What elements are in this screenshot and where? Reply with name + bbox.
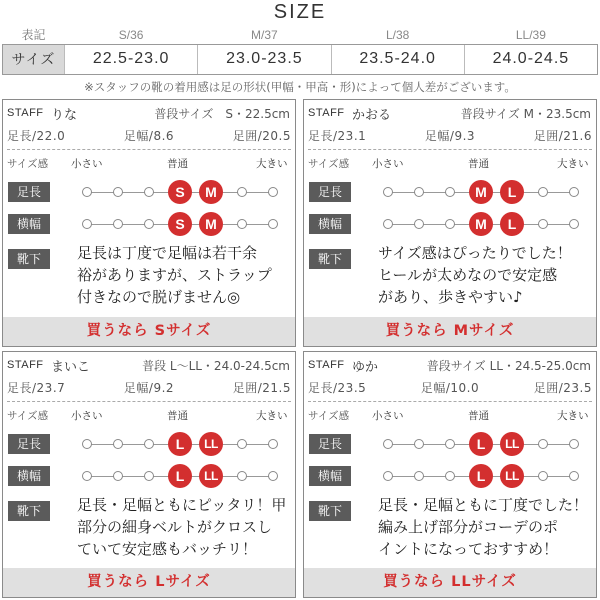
scale-dot [268, 471, 278, 481]
staff-tag: STAFF [308, 107, 345, 119]
scale-dot [268, 219, 278, 229]
scale-dot [268, 187, 278, 197]
comment-line: 裕がありますが、ストラップ [77, 266, 272, 284]
scale-normal-label: 普通 [468, 158, 489, 170]
staff-tag: STAFF [308, 359, 345, 371]
size-marker: S [168, 180, 192, 204]
scale-dot [237, 471, 247, 481]
staff-header [304, 355, 596, 375]
scale-dot [445, 439, 455, 449]
comment-line: があり、歩きやすい♪ [378, 288, 523, 306]
size-marker: M [199, 180, 223, 204]
dashed-divider [7, 401, 291, 402]
scale-dot [538, 187, 548, 197]
fit-scale-header [3, 408, 295, 422]
comment-line: 足長は丁度で足幅は若干余 [77, 244, 258, 262]
staff-comment [378, 494, 594, 560]
staff-name: りな [51, 108, 78, 123]
scale-dot [383, 439, 393, 449]
size-marker: L [500, 212, 524, 236]
staff-card [303, 351, 597, 598]
size-marker: L [500, 180, 524, 204]
scale-small-label: 小さい [71, 410, 103, 422]
socks-row-label: 靴下 [309, 249, 351, 269]
foot-measurements [308, 379, 592, 397]
size-marker: LL [199, 464, 223, 488]
scale-dot [569, 471, 579, 481]
staff-usual-size: 普段 L〜LL・24.0-24.5cm [142, 359, 290, 373]
comment-line: 付きなので脱げません◎ [77, 288, 241, 306]
comment-line: 部分の細身ベルトがクロスし [77, 518, 273, 536]
size-range: 22.5-23.0 [65, 44, 198, 74]
width-row-label: 横幅 [8, 214, 50, 234]
foot-length-value: 足長/22.0 [7, 129, 66, 143]
fit-scale-label: サイズ感 [7, 410, 49, 422]
scale-dot [383, 471, 393, 481]
foot-length-value: 足長/23.1 [308, 129, 367, 143]
staff-usual-size: 普段サイズ S・22.5cm [154, 107, 290, 121]
width-scale [87, 214, 273, 234]
scale-large-label: 大きい [256, 158, 288, 170]
size-chart-header-row [3, 26, 598, 44]
size-marker: L [168, 432, 192, 456]
size-marker: LL [500, 432, 524, 456]
scale-dot [113, 471, 123, 481]
dashed-divider [7, 149, 291, 150]
scale-dot [383, 187, 393, 197]
staff-comment [378, 242, 594, 308]
staff-comment [77, 242, 293, 308]
width-scale [87, 466, 273, 486]
foot-width-value: 足幅/9.2 [123, 381, 175, 395]
size-code: M/37 [251, 27, 278, 42]
scale-dot [569, 187, 579, 197]
fit-disclaimer-note: ※スタッフの靴の着用感は足の形状(甲幅・甲高・形)によって個人差がございます。 [84, 80, 516, 94]
scale-dot [445, 219, 455, 229]
foot-width-value: 足幅/8.6 [123, 129, 175, 143]
scale-large-label: 大きい [557, 158, 589, 170]
foot-girth-value: 足囲/23.5 [533, 381, 592, 395]
width-scale [388, 466, 574, 486]
scale-dot [414, 187, 424, 197]
comment-line: 編み上げ部分がコーデのポ [378, 518, 559, 536]
size-marker: M [469, 212, 493, 236]
width-row-label: 横幅 [309, 214, 351, 234]
scale-dot [237, 439, 247, 449]
page-title: SIZE [273, 1, 327, 23]
size-marker: S [168, 212, 192, 236]
scale-dot [144, 439, 154, 449]
scale-dot [445, 187, 455, 197]
scale-normal-label: 普通 [167, 410, 188, 422]
foot-length-scale [388, 434, 574, 454]
staff-usual-size: 普段サイズ M・23.5cm [460, 107, 591, 121]
size-range: 23.5-24.0 [331, 44, 464, 74]
foot-length-scale [388, 182, 574, 202]
size-chart-label-header: 表記 [21, 28, 46, 43]
foot-girth-value: 足囲/21.5 [232, 381, 291, 395]
width-row-label: 横幅 [8, 466, 50, 486]
scale-dot [445, 471, 455, 481]
width-row-label: 横幅 [309, 466, 351, 486]
scale-dot [569, 219, 579, 229]
size-marker: L [168, 464, 192, 488]
scale-dot [237, 187, 247, 197]
staff-header [3, 103, 295, 123]
scale-dot [569, 439, 579, 449]
size-chart-label-row: サイズ [3, 44, 65, 74]
foot-measurements [7, 127, 291, 145]
dashed-divider [308, 401, 592, 402]
size-range: 24.0-24.5 [464, 44, 597, 74]
size-marker: M [199, 212, 223, 236]
scale-dot [268, 439, 278, 449]
size-range: 23.0-23.5 [198, 44, 331, 74]
scale-dot [383, 219, 393, 229]
staff-name: まいこ [51, 360, 91, 375]
foot-length-value: 足長/23.7 [7, 381, 66, 395]
staff-card [2, 99, 296, 347]
scale-dot [144, 219, 154, 229]
scale-dot [414, 471, 424, 481]
width-scale [388, 214, 574, 234]
recommended-size: 買うなら Mサイズ [304, 317, 596, 346]
comment-line: イントになっておすすめ！ [378, 540, 559, 558]
foot-girth-value: 足囲/20.5 [232, 129, 291, 143]
scale-large-label: 大きい [256, 410, 288, 422]
socks-row-label: 靴下 [8, 501, 50, 521]
size-code: LL/39 [515, 27, 546, 42]
size-marker: LL [199, 432, 223, 456]
foot-length-row-label: 足長 [309, 182, 351, 202]
comment-line: 足長・足幅ともにピッタリ！甲 [77, 496, 287, 514]
size-marker: L [469, 432, 493, 456]
scale-dot [538, 219, 548, 229]
comment-line: ていて安定感もバッチリ！ [77, 540, 258, 558]
scale-dot [414, 219, 424, 229]
scale-dot [82, 187, 92, 197]
scale-small-label: 小さい [372, 410, 404, 422]
scale-dot [113, 219, 123, 229]
staff-card [2, 351, 296, 598]
scale-small-label: 小さい [372, 158, 404, 170]
scale-large-label: 大きい [557, 410, 589, 422]
scale-dot [82, 439, 92, 449]
foot-length-row-label: 足長 [8, 182, 50, 202]
size-chart-table [2, 26, 598, 75]
recommended-size: 買うなら LLサイズ [304, 568, 596, 597]
scale-dot [538, 471, 548, 481]
dashed-divider [308, 149, 592, 150]
foot-width-value: 足幅/9.3 [424, 129, 476, 143]
socks-row-label: 靴下 [8, 249, 50, 269]
staff-header [304, 103, 596, 123]
staff-name: かおる [352, 108, 392, 123]
size-code: L/38 [385, 27, 410, 42]
recommended-size: 買うなら Sサイズ [3, 317, 295, 346]
foot-length-scale [87, 182, 273, 202]
scale-dot [82, 471, 92, 481]
staff-card [303, 99, 597, 347]
fit-scale-label: サイズ感 [308, 410, 350, 422]
staff-header [3, 355, 295, 375]
size-marker: LL [500, 464, 524, 488]
scale-dot [82, 219, 92, 229]
foot-length-row-label: 足長 [8, 434, 50, 454]
staff-tag: STAFF [7, 107, 44, 119]
size-marker: L [469, 464, 493, 488]
comment-line: 足長・足幅ともに丁度でした！ [378, 496, 589, 514]
scale-dot [144, 471, 154, 481]
scale-normal-label: 普通 [468, 410, 489, 422]
scale-dot [538, 439, 548, 449]
scale-dot [414, 439, 424, 449]
scale-small-label: 小さい [71, 158, 103, 170]
fit-scale-header [304, 156, 596, 170]
size-code: S/36 [118, 27, 144, 42]
recommended-size: 買うなら Lサイズ [3, 568, 295, 597]
fit-scale-header [3, 156, 295, 170]
comment-line: サイズ感はぴったりでした！ [378, 244, 572, 262]
fit-scale-label: サイズ感 [308, 158, 350, 170]
foot-measurements [7, 379, 291, 397]
foot-measurements [308, 127, 592, 145]
staff-name: ゆか [352, 360, 379, 375]
comment-line: ヒールが太めなので安定感 [378, 266, 558, 284]
fit-scale-label: サイズ感 [7, 158, 49, 170]
staff-usual-size: 普段サイズ LL・24.5-25.0cm [426, 359, 591, 373]
fit-scale-header [304, 408, 596, 422]
foot-width-value: 足幅/10.0 [420, 381, 480, 395]
socks-row-label: 靴下 [309, 501, 351, 521]
scale-normal-label: 普通 [167, 158, 188, 170]
foot-girth-value: 足囲/21.6 [533, 129, 592, 143]
foot-length-scale [87, 434, 273, 454]
staff-comment [77, 494, 293, 560]
foot-length-value: 足長/23.5 [308, 381, 367, 395]
foot-length-row-label: 足長 [309, 434, 351, 454]
staff-tag: STAFF [7, 359, 44, 371]
size-marker: M [469, 180, 493, 204]
size-chart-value-row [3, 44, 598, 74]
scale-dot [144, 187, 154, 197]
scale-dot [113, 187, 123, 197]
scale-dot [113, 439, 123, 449]
scale-dot [237, 219, 247, 229]
